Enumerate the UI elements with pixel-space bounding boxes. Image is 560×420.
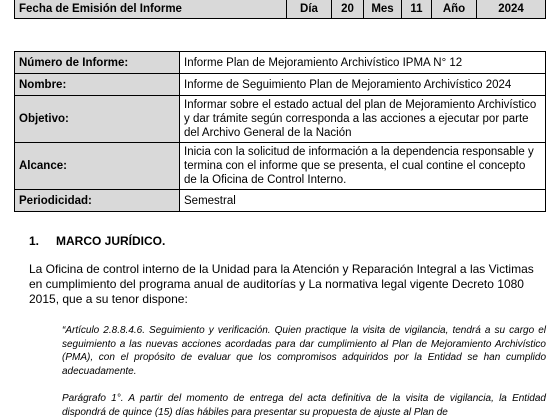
scope-label: Alcance: <box>15 143 180 190</box>
report-info-table <box>14 51 546 212</box>
legal-quote-paragraph: Parágrafo 1°. A partir del momento de entrega del acta definitiva de la visita de vigilancia, la Entidad dispondrá de quince (15) días hábiles para presentar su propuesta de ajuste al Plan de <box>62 393 546 418</box>
issue-date-row <box>15 0 546 19</box>
scope-value: Inicia con la solicitud de información a la dependencia responsable y termina con el informe que se presenta, el cual contine el concepto de la Oficina de Control Interno. <box>180 143 546 190</box>
day-value: 20 <box>332 0 364 19</box>
intro-paragraph: La Oficina de control interno de la Unidad para la Atención y Reparación Integral a las Victimas en cumplimiento del programa anual de auditorías y La normativa legal vigente Decreto 1080 2015, que a su tenor dispone: <box>29 262 534 306</box>
section-number: 1. <box>29 234 40 248</box>
report-name-label: Nombre: <box>15 74 180 96</box>
section-title: MARCO JURÍDICO. <box>56 234 166 248</box>
issue-date-label: Fecha de Emisión del Informe <box>15 0 287 19</box>
day-label: Día <box>287 0 332 19</box>
year-value: 2024 <box>477 0 546 19</box>
month-label: Mes <box>364 0 402 19</box>
table-row <box>15 52 546 74</box>
periodicity-label: Periodicidad: <box>15 190 180 212</box>
section-heading <box>29 234 165 248</box>
table-row <box>15 74 546 96</box>
objective-value: Informar sobre el estado actual del plan de Mejoramiento Archivístico y dar trámite según corresponda a las acciones a ejecutar por parte del Archivo General de la Nación <box>180 96 546 143</box>
report-number-value: Informe Plan de Mejoramiento Archivístico IPMA N° 12 <box>180 52 546 74</box>
report-number-label: Número de Informe: <box>15 52 180 74</box>
table-row <box>15 143 546 190</box>
legal-quote-article: “Artículo 2.8.8.4.6. Seguimiento y verificación. Quien practique la visita de vigilancia, tendrá a su cargo el seguimiento a las nuevas acciones acordadas para dar cumplimiento al Plan de Mejoramiento Archivístico (PMA), con el propósito de evaluar que los compromisos adquiridos por la Entidad se han cumplido adecuadamente. <box>62 325 546 377</box>
year-label: Año <box>432 0 477 19</box>
objective-label: Objetivo: <box>15 96 180 143</box>
table-row <box>15 190 546 212</box>
table-row <box>15 96 546 143</box>
report-name-value: Informe de Seguimiento Plan de Mejoramiento Archivístico 2024 <box>180 74 546 96</box>
month-value: 11 <box>402 0 432 19</box>
issue-date-table <box>14 0 546 19</box>
periodicity-value: Semestral <box>180 190 546 212</box>
